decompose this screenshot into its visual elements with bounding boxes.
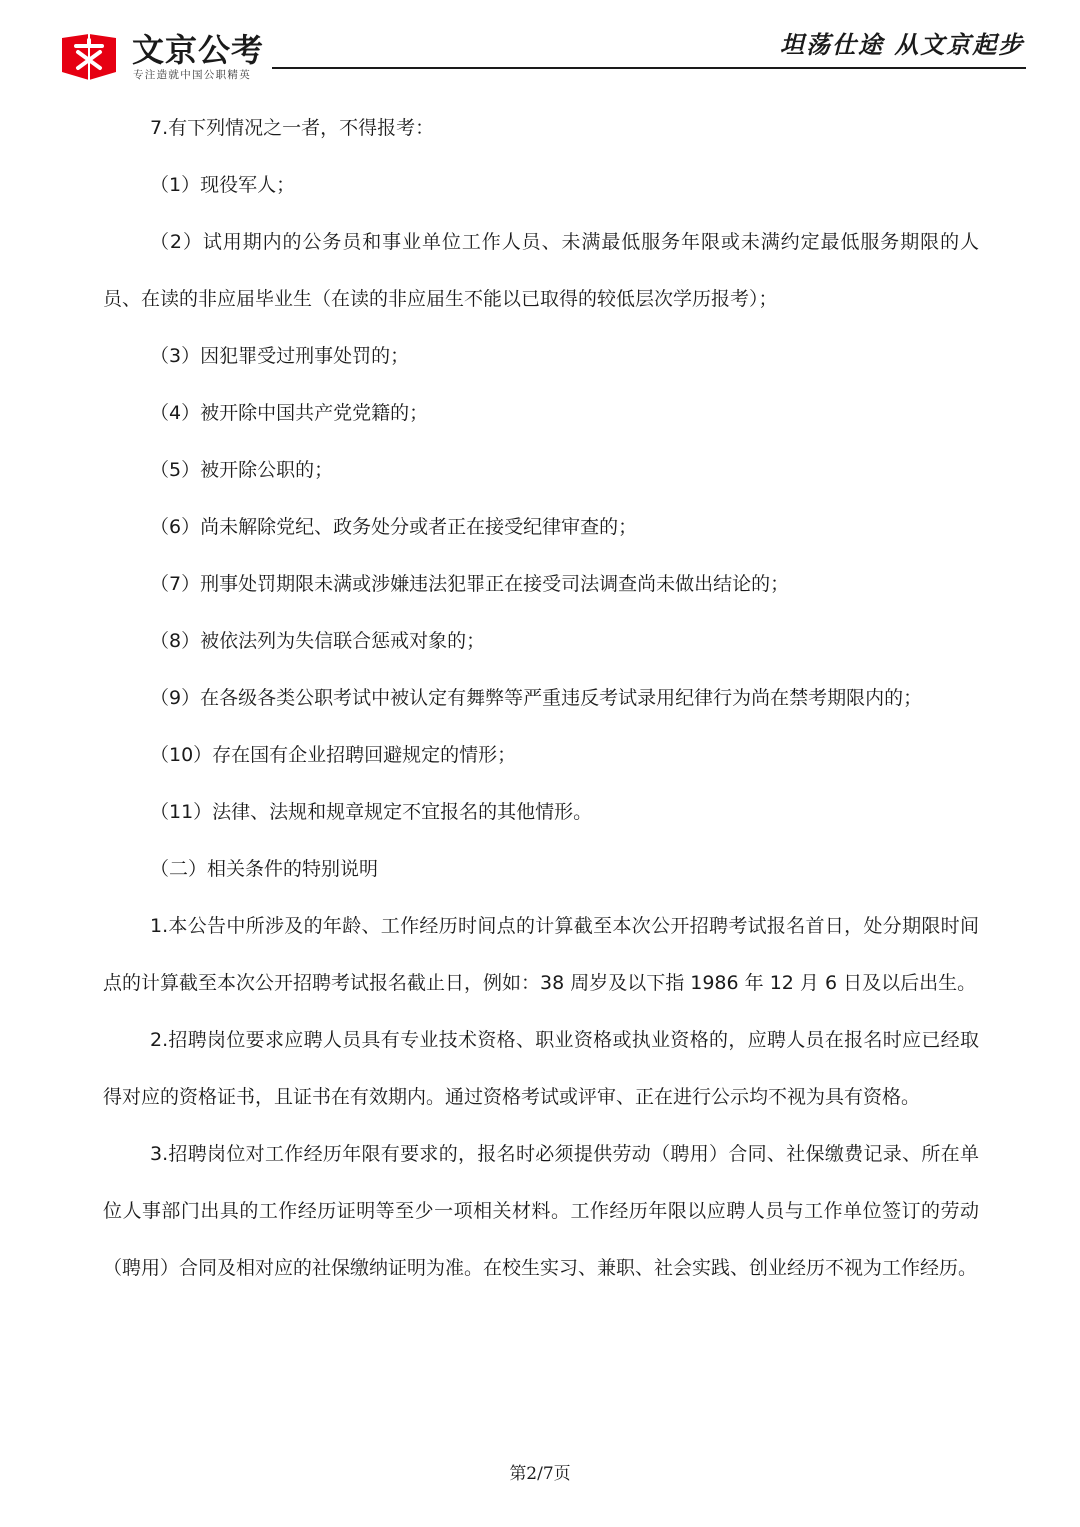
brand-tagline: 专注造就中国公职精英: [133, 69, 251, 81]
section-heading: （二）相关条件的特别说明: [150, 858, 379, 880]
paragraph: （1）现役军人；: [150, 174, 296, 196]
paragraph: 3.招聘岗位对工作经历年限有要求的，报名时必须提供劳动（聘用）合同、社保缴费记录、所在单位人事部门出具的工作经历证明等至少一项相关材料。工作经历年限以应聘人员与工作单位签订的劳动（聘用）合同及相对应的社保缴纳证明为准。在校生实习、兼职、社会实践、创业经历不视为工作经历。: [103, 1143, 979, 1279]
wenjing-logo-icon: [58, 32, 120, 82]
paragraph: （10）存在国有企业招聘回避规定的情形；: [150, 744, 517, 766]
paragraph: （9）在各级各类公职考试中被认定有舞弊等严重违反考试录用纪律行为尚在禁考期限内的；: [150, 687, 923, 709]
brand-name: 文京公考: [132, 31, 265, 69]
paragraph: （11）法律、法规和规章规定不宜报名的其他情形。: [150, 801, 593, 823]
paragraph: （7）刑事处罚期限未满或涉嫌违法犯罪正在接受司法调查尚未做出结论的；: [150, 573, 790, 595]
paragraph: （3）因犯罪受过刑事处罚的；: [150, 345, 410, 367]
paragraph: 7.有下列情况之一者，不得报考：: [150, 117, 435, 139]
paragraph: 1.本公告中所涉及的年龄、工作经历时间点的计算截至本次公开招聘考试报名首日，处分期限时间点的计算截至本次公开招聘考试报名截止日，例如：38 周岁及以下指 1986 年 12 月 6 日及以后出生。: [103, 915, 979, 994]
paragraph: （4）被开除中国共产党党籍的；: [150, 402, 429, 424]
document-body: [103, 100, 979, 1297]
header-divider: [272, 67, 1026, 69]
header-slogan: 坦荡仕途 从文京起步: [780, 31, 1025, 59]
page-number: 第2/7页: [509, 1464, 571, 1484]
paragraph: （8）被依法列为失信联合惩戒对象的；: [150, 630, 486, 652]
paragraph: （5）被开除公职的；: [150, 459, 334, 481]
paragraph: 2.招聘岗位要求应聘人员具有专业技术资格、职业资格或执业资格的，应聘人员在报名时应已经取得对应的资格证书，且证书在有效期内。通过资格考试或评审、正在进行公示均不视为具有资格。: [103, 1029, 979, 1108]
paragraph: （2）试用期内的公务员和事业单位工作人员、未满最低服务年限或未满约定最低服务期限的人员、在读的非应届毕业生（在读的非应届生不能以已取得的较低层次学历报考）；: [103, 231, 979, 310]
paragraph: （6）尚未解除党纪、政务处分或者正在接受纪律审查的；: [150, 516, 638, 538]
